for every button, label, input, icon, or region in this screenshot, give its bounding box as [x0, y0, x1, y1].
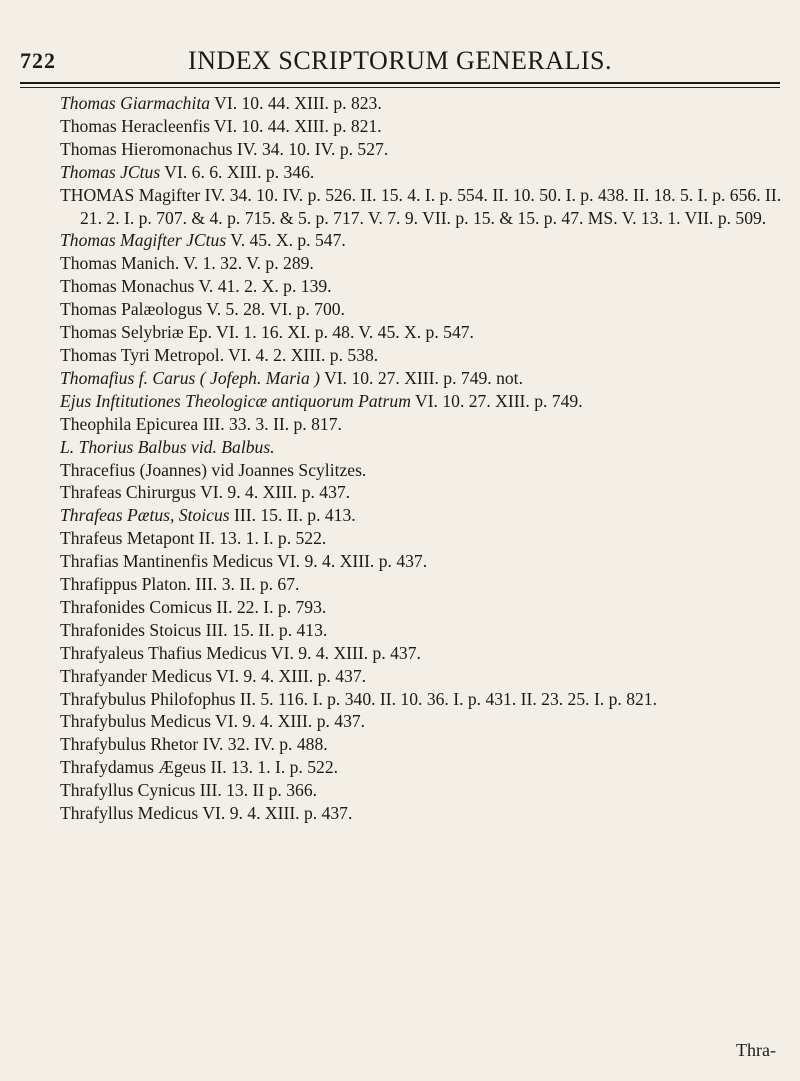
- index-entry: [60, 252, 788, 275]
- entry-references: Thrafyander Medicus VI. 9. 4. XIII. p. 437.: [60, 665, 367, 686]
- page-header: [20, 44, 780, 82]
- entry-references: Thracefius (Joannes) vid Joannes Scylitzes.: [60, 459, 367, 480]
- index-entries: [60, 92, 788, 825]
- index-entry: [60, 527, 788, 550]
- index-entry: [60, 184, 788, 230]
- index-entry: [60, 710, 788, 733]
- entry-italic-name: Thomafius f. Carus ( Jofeph. Maria ): [60, 367, 320, 388]
- index-entry: [60, 161, 788, 184]
- index-entry: [60, 413, 788, 436]
- entry-references: Thrafonides Comicus II. 22. I. p. 793.: [60, 596, 327, 617]
- entry-references: Thomas Manich. V. 1. 32. V. p. 289.: [60, 253, 314, 274]
- index-entry: [60, 733, 788, 756]
- index-entry: [60, 298, 788, 321]
- index-entry: [60, 436, 788, 459]
- entry-references: Thomas Hieromonachus IV. 34. 10. IV. p. 527.: [60, 138, 389, 159]
- index-entry: [60, 504, 788, 527]
- entry-italic-name: Thrafeas Pætus, Stoicus: [60, 505, 230, 526]
- index-entry: [60, 573, 788, 596]
- entry-references: Thrafyaleus Thafius Medicus VI. 9. 4. XIII. p. 437.: [60, 642, 421, 663]
- entry-references: Thrafyllus Cynicus III. 13. II p. 366.: [60, 780, 318, 801]
- entry-references: Thrafeas Chirurgus VI. 9. 4. XIII. p. 437.: [60, 482, 351, 503]
- entry-references: Theophila Epicurea III. 33. 3. II. p. 817.: [60, 413, 342, 434]
- entry-references: Thrafybulus Philofophus II. 5. 116. I. p. 340. II. 10. 36. I. p. 431. II. 23. 25. I. p. 821.: [60, 688, 657, 709]
- index-entry: [60, 321, 788, 344]
- entry-references: Thrafippus Platon. III. 3. II. p. 67.: [60, 574, 300, 595]
- entry-italic-name: Ejus Inftitutiones Theologicæ antiquorum Patrum: [60, 390, 411, 411]
- entry-references: Thomas Selybriæ Ep. VI. 1. 16. XI. p. 48. V. 45. X. p. 547.: [60, 322, 474, 343]
- entry-references: Thrafybulus Rhetor IV. 32. IV. p. 488.: [60, 734, 328, 755]
- index-entry: [60, 665, 788, 688]
- index-entry: [60, 138, 788, 161]
- index-entry: [60, 802, 788, 825]
- entry-italic-name: Thomas Magifter JCtus: [60, 230, 227, 251]
- index-entry: [60, 756, 788, 779]
- entry-italic-name: Thomas JCtus: [60, 161, 161, 182]
- entry-references: THOMAS Magifter IV. 34. 10. IV. p. 526. II. 15. 4. I. p. 554. II. 10. 50. I. p. 438. II. 18. 5. I. p. 656. II. 21. 2. I. p. 707. & 4. p. 715. & 5. p. 717. V. 7. 9. VII. p. 15. & 15. p. 47. MS. V. 13. 1. VII. p. 509.: [60, 184, 782, 228]
- index-entry: [60, 275, 788, 298]
- index-entry: [60, 550, 788, 573]
- index-entry: [60, 779, 788, 802]
- entry-references: Thrafydamus Ægeus II. 13. 1. I. p. 522.: [60, 757, 339, 778]
- entry-references: Thomas Palæologus V. 5. 28. VI. p. 700.: [60, 299, 345, 320]
- index-entry: [60, 344, 788, 367]
- header-rule-thick: [20, 82, 780, 84]
- index-entry: [60, 459, 788, 482]
- entry-references: V. 45. X. p. 547.: [226, 230, 346, 251]
- index-entry: [60, 115, 788, 138]
- entry-references: Thrafyllus Medicus VI. 9. 4. XIII. p. 437.: [60, 803, 353, 824]
- entry-references: Thrafias Mantinenfis Medicus VI. 9. 4. XIII. p. 437.: [60, 551, 428, 572]
- entry-references: Thomas Heracleenfis VI. 10. 44. XIII. p. 821.: [60, 115, 382, 136]
- entry-references: VI. 10. 27. XIII. p. 749. not.: [320, 367, 523, 388]
- entry-references: Thrafybulus Medicus VI. 9. 4. XIII. p. 437.: [60, 711, 366, 732]
- entry-references: III. 15. II. p. 413.: [229, 505, 356, 526]
- catchword: Thra-: [736, 1040, 776, 1060]
- index-entry: [60, 596, 788, 619]
- entry-references: VI. 10. 27. XIII. p. 749.: [410, 390, 583, 411]
- entry-references: Thrafonides Stoicus III. 15. II. p. 413.: [60, 619, 328, 640]
- entry-references: VI. 10. 44. XIII. p. 823.: [210, 93, 382, 113]
- entry-references: Thomas Monachus V. 41. 2. X. p. 139.: [60, 276, 332, 297]
- entry-references: Thrafeus Metapont II. 13. 1. I. p. 522.: [60, 528, 327, 549]
- running-title: INDEX SCRIPTORUM GENERALIS.: [188, 46, 612, 75]
- index-entry: [60, 619, 788, 642]
- index-entry: [60, 229, 788, 252]
- index-entry: [60, 92, 788, 115]
- entry-italic-name: Thomas Giarmachita: [60, 93, 211, 113]
- entry-references: VI. 6. 6. XIII. p. 346.: [160, 161, 315, 182]
- index-entry: [60, 367, 788, 390]
- entry-references: Thomas Tyri Metropol. VI. 4. 2. XIII. p. 538.: [60, 344, 379, 365]
- entry-italic-name: L. Thorius Balbus vid. Balbus.: [60, 436, 275, 457]
- index-entry: [60, 481, 788, 504]
- page-number: 722: [20, 48, 56, 73]
- index-entry: [60, 642, 788, 665]
- index-entry: [60, 688, 788, 711]
- header-rule-thin: [20, 87, 780, 88]
- index-entry: [60, 390, 788, 413]
